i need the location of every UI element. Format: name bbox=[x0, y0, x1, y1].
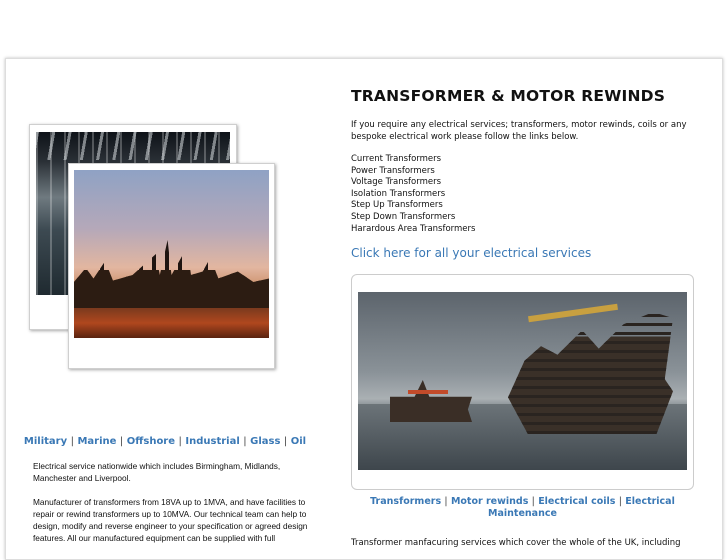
left-description bbox=[33, 460, 318, 556]
link-offshore[interactable]: Offshore bbox=[126, 436, 176, 447]
footer-text: Transformer manfacuring services which cover the whole of the UK, including bbox=[351, 538, 681, 548]
service-links: Transformers | Motor rewinds | Electrical coils | Electrical Maintenance bbox=[370, 496, 675, 519]
manufacturer-paragraph: Manufacturer of transformers from 18VA up to 1MVA, and have facilities to repair or rewind transformers up to 10MVA. Our technical team can help to design, modify and reverse engineer to your specification or agreed design features. All our manufactured equipment can be supplied with full bbox=[33, 497, 308, 543]
link-motor-rewinds[interactable]: Motor rewinds bbox=[450, 496, 529, 507]
link-oil[interactable]: Oil bbox=[290, 436, 307, 447]
plant-photo-frame bbox=[68, 163, 275, 369]
link-industrial[interactable]: Industrial bbox=[185, 436, 240, 447]
link-glass[interactable]: Glass bbox=[250, 436, 281, 447]
list-item: Isolation Transformers bbox=[351, 188, 446, 199]
link-military[interactable]: Military bbox=[23, 436, 68, 447]
coverage-paragraph: Electrical service nationwide which includes Birmingham, Midlands, Manchester and Liverpool. bbox=[33, 461, 281, 483]
rig-photo-frame bbox=[351, 274, 694, 490]
list-item: Step Down Transformers bbox=[351, 211, 456, 222]
link-electrical-coils[interactable]: Electrical coils bbox=[538, 496, 616, 507]
intro-text: If you require any electrical services; transformers, motor rewinds, coils or any bespoke electrical work please follow the links below. bbox=[351, 120, 687, 142]
sector-links: Military | Marine | Offshore | Industrial | Glass | Oil bbox=[23, 436, 307, 447]
electrical-services-link[interactable]: Click here for all your electrical services bbox=[351, 246, 592, 260]
list-item: Current Transformers bbox=[351, 154, 442, 164]
page-title: TRANSFORMER & MOTOR REWINDS bbox=[351, 87, 666, 105]
list-item: Step Up Transformers bbox=[351, 200, 443, 211]
list-item: Harardous Area Transformers bbox=[351, 223, 476, 234]
link-transformers[interactable]: Transformers bbox=[370, 496, 442, 507]
link-electrical-maintenance[interactable]: Electrical Maintenance bbox=[488, 496, 675, 519]
list-item: Voltage Transformers bbox=[351, 177, 442, 188]
offshore-rig-image bbox=[358, 292, 687, 470]
industrial-plant-image bbox=[74, 170, 269, 338]
services-list bbox=[351, 154, 475, 235]
link-marine[interactable]: Marine bbox=[77, 436, 117, 447]
list-item: Power Transformers bbox=[351, 165, 435, 176]
